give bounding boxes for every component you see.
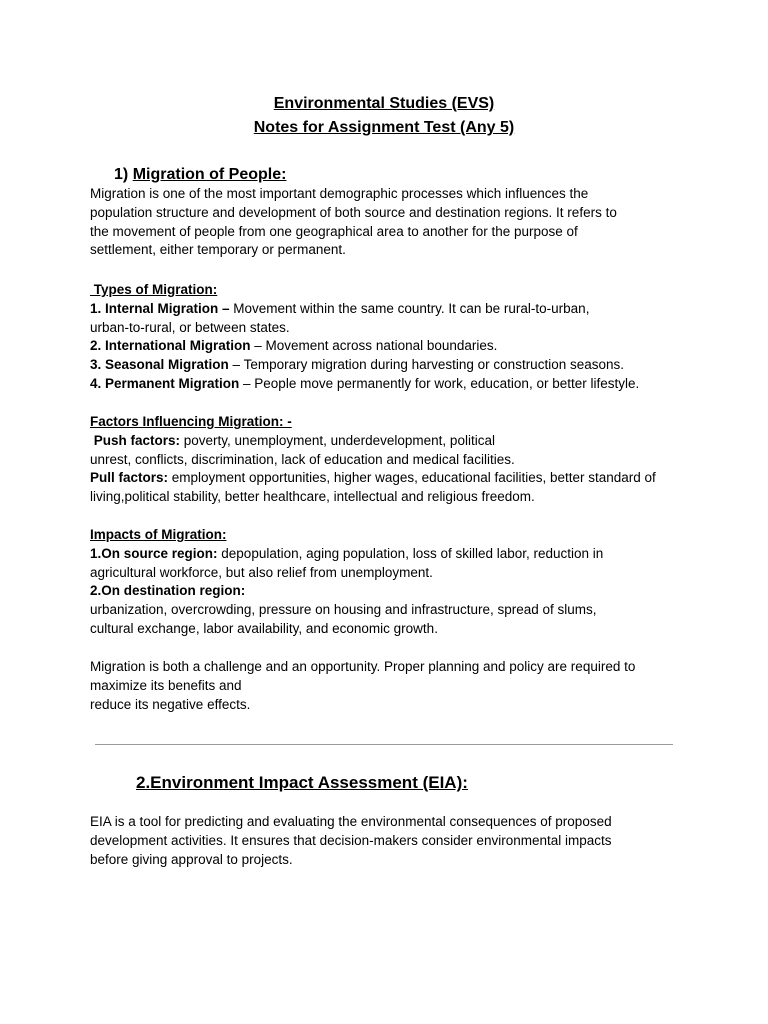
factor-line xyxy=(90,432,656,451)
eia-intro xyxy=(90,813,612,869)
factor-line xyxy=(90,488,656,507)
impact-text: urbanization, overcrowding, pressure on housing and infrastructure, spread of slums, xyxy=(90,602,597,618)
item-label: 4. Permanent Migration xyxy=(90,375,240,391)
impacts-heading: Impacts of Migration: xyxy=(90,527,227,542)
paragraph-line: Migration is one of the most important demographic processes which influences the xyxy=(90,186,589,201)
document-subtitle: Notes for Assignment Test (Any 5) xyxy=(253,119,515,136)
factor-text: living,political stability, better healthcare, intellectual and religious freedom. xyxy=(90,489,535,505)
document-title: Environmental Studies (EVS) xyxy=(273,95,495,112)
factor-line xyxy=(90,451,656,470)
item-label: 2. International Migration xyxy=(90,338,251,354)
impact-line xyxy=(90,601,603,620)
section-divider xyxy=(95,744,673,745)
impact-text: depopulation, aging population, loss of skilled labor, reduction in xyxy=(217,545,604,561)
paragraph-line: settlement, either temporary or permanent. xyxy=(90,242,346,258)
migration-conclusion xyxy=(90,658,635,714)
factor-text: employment opportunities, higher wages, educational facilities, better standard of xyxy=(168,470,656,486)
list-item xyxy=(90,319,639,338)
factor-label: Pull factors: xyxy=(90,470,169,486)
paragraph-line: development activities. It ensures that decision-makers consider environmental impacts xyxy=(90,832,612,848)
section-2-heading: 2.Environment Impact Assessment (EIA): xyxy=(136,773,468,792)
paragraph-line: before giving approval to projects. xyxy=(90,851,293,867)
impact-line xyxy=(90,620,603,639)
impact-line xyxy=(90,564,603,583)
factor-line xyxy=(90,469,656,488)
impact-text: cultural exchange, labor availability, and economic growth. xyxy=(90,620,438,636)
migration-intro xyxy=(90,185,617,260)
paragraph-line: Migration is both a challenge and an opportunity. Proper planning and policy are required to xyxy=(90,659,636,674)
impacts-of-migration xyxy=(90,526,603,639)
item-text: Movement within the same country. It can be rural-to-urban, xyxy=(229,300,590,316)
list-item xyxy=(90,337,639,356)
paragraph-line: maximize its benefits and xyxy=(90,677,242,693)
list-item xyxy=(90,375,639,394)
section-1-number: 1) xyxy=(114,166,129,183)
factor-label: Push factors: xyxy=(90,432,181,448)
factors-heading: Factors Influencing Migration: - xyxy=(90,414,292,429)
item-text: – People move permanently for work, education, or better lifestyle. xyxy=(239,375,640,391)
paragraph-line: population structure and development of both source and destination regions. It refers to xyxy=(90,204,617,220)
factor-text: poverty, unemployment, underdevelopment, political xyxy=(180,432,495,448)
item-text: – Movement across national boundaries. xyxy=(250,338,498,354)
types-of-migration xyxy=(90,281,639,394)
impact-line xyxy=(90,582,603,601)
types-heading: Types of Migration: xyxy=(90,282,218,297)
list-item xyxy=(90,300,639,319)
paragraph-line: the movement of people from one geographical area to another for the purpose of xyxy=(90,223,578,239)
item-label: 3. Seasonal Migration xyxy=(90,357,229,373)
item-label: 1. Internal Migration – xyxy=(90,300,230,316)
impact-label: 1.On source region: xyxy=(90,545,218,561)
factors-of-migration xyxy=(90,413,656,507)
section-1-title: Migration of People: xyxy=(132,166,287,183)
item-text: urban-to-rural, or between states. xyxy=(90,319,290,335)
factor-text: unrest, conflicts, discrimination, lack of education and medical facilities. xyxy=(90,451,515,467)
list-item xyxy=(90,356,639,375)
impact-label: 2.On destination region: xyxy=(90,583,246,599)
impact-text: agricultural workforce, but also relief from unemployment. xyxy=(90,564,433,580)
section-1-heading xyxy=(114,166,286,184)
item-text: – Temporary migration during harvesting or construction seasons. xyxy=(228,357,624,373)
paragraph-line: reduce its negative effects. xyxy=(90,696,251,712)
impact-line xyxy=(90,545,603,564)
paragraph-line: EIA is a tool for predicting and evaluating the environmental consequences of proposed xyxy=(90,814,612,829)
